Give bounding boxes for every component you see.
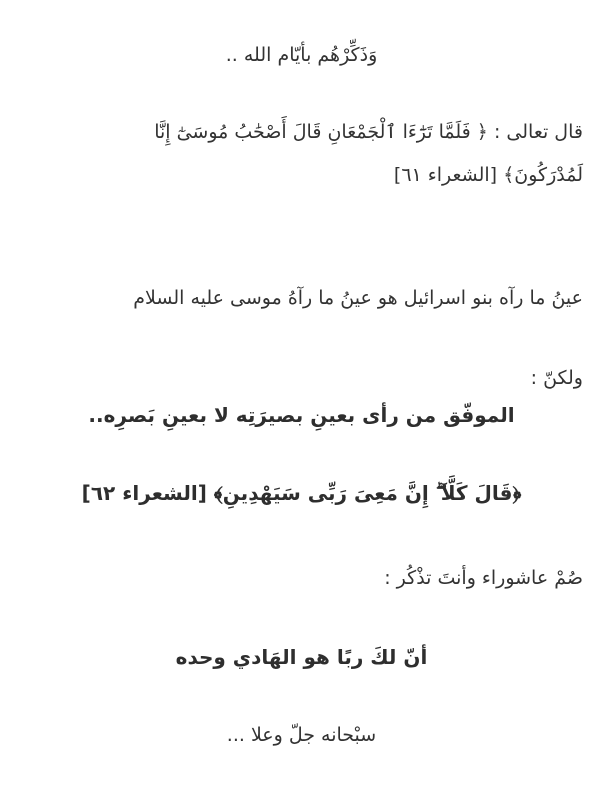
- verse-62: ﴿قَالَ كَلَّآ ۖ إِنَّ مَعِىَ رَبِّى سَيَهْدِينِ﴾ [الشعراء ٦٢]: [81, 481, 522, 505]
- observation-text: عينُ ما رآه بنو اسرائيل هو عينُ ما رآهُ موسى عليه السلام: [133, 287, 583, 309]
- verse-61-line-2: لَمُدْرَكُونَ﴾ [الشعراء ٦١]: [393, 164, 583, 186]
- emphasis-text: الموفّق من رأى بعينِ بصيرَتِه لا بعينِ بَصرِه..: [88, 403, 515, 427]
- closing-text: سبْحانه جلّ وعلا ...: [226, 724, 377, 746]
- but-label: ولكنّ :: [530, 367, 583, 389]
- verse-61-line-1: قال تعالى : ﴿ فَلَمَّا تَرَٰٓءَا ٱلْجَمْعَانِ قَالَ أَصْحَٰبُ مُوسَىٰٓ إِنَّا: [154, 121, 583, 143]
- reminder-text: أنّ لكَ ربًا هو الهَادي وحده: [175, 645, 428, 669]
- fast-label: صُمْ عاشوراء وأنتَ تذْكُر :: [384, 567, 583, 589]
- post-title: وَذَكِّرْهُم بأيّام الله ..: [225, 44, 378, 66]
